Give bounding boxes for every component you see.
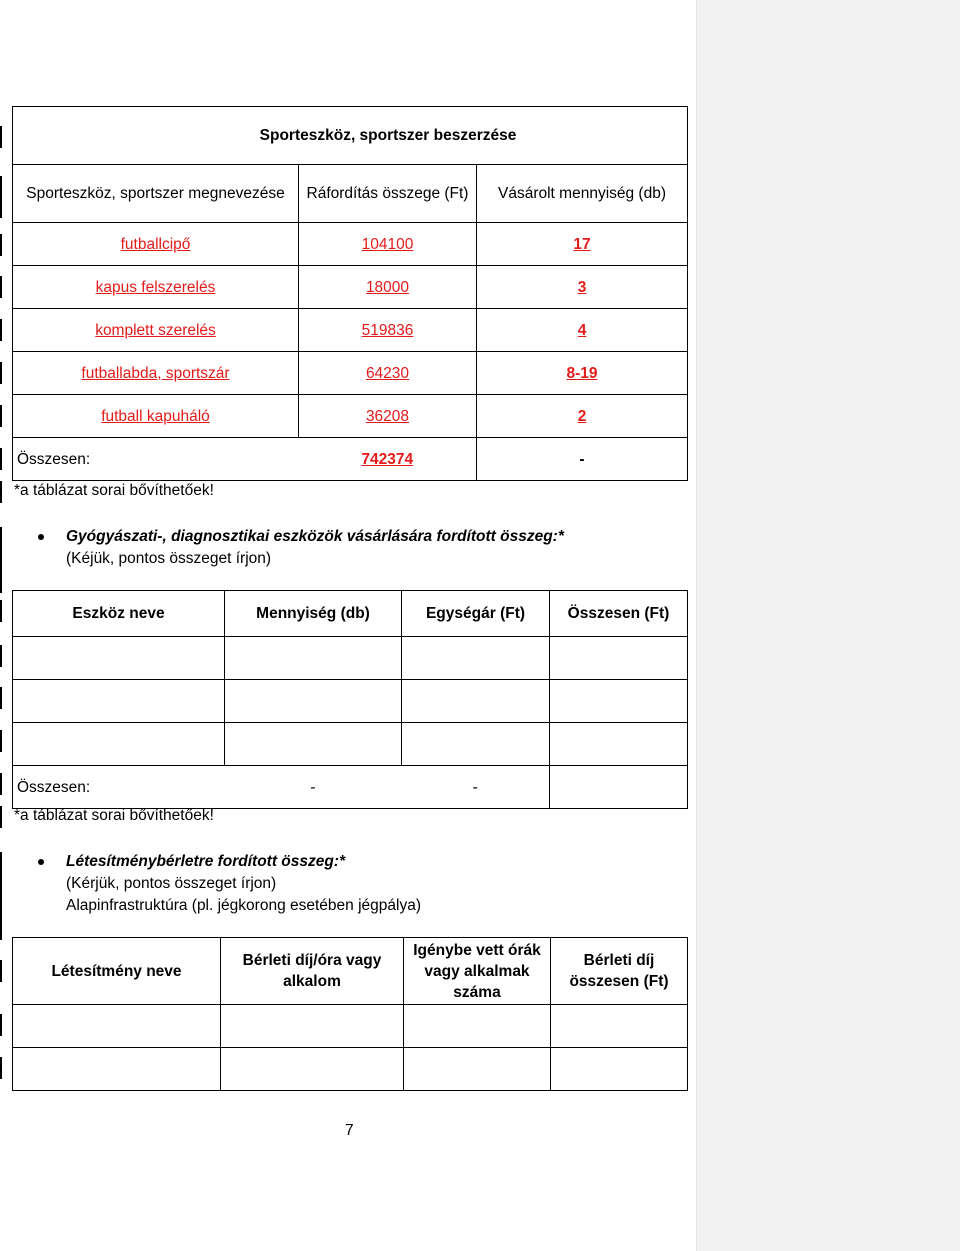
- total-sum[interactable]: [550, 766, 688, 809]
- total-amount: 742374: [299, 438, 477, 481]
- item-amount: 64230: [299, 352, 477, 395]
- item-amount: 519836: [299, 309, 477, 352]
- item-amount: 104100: [299, 223, 477, 266]
- total-quantity: -: [477, 438, 688, 481]
- item-name: futball kapuháló: [13, 395, 299, 438]
- total-label: Összesen:: [13, 438, 299, 481]
- empty-cell[interactable]: [402, 637, 550, 680]
- comment-margin-panel: [696, 0, 960, 1251]
- empty-cell[interactable]: [221, 1048, 404, 1091]
- item-name: komplett szerelés: [13, 309, 299, 352]
- table-title: Sporteszköz, sportszer beszerzése: [13, 107, 688, 165]
- facility-rental-section: [66, 851, 421, 917]
- page-number: 7: [345, 1122, 354, 1139]
- item-amount: 36208: [299, 395, 477, 438]
- column-header: Sporteszköz, sportszer megnevezése: [13, 165, 299, 223]
- empty-cell[interactable]: [402, 680, 550, 723]
- empty-cell[interactable]: [13, 680, 225, 723]
- table-row: [13, 266, 688, 309]
- empty-cell[interactable]: [13, 1048, 221, 1091]
- column-header: Egységár (Ft): [402, 591, 550, 637]
- empty-cell[interactable]: [550, 723, 688, 766]
- table-row: [13, 723, 688, 766]
- section-heading: Gyógyászati-, diagnosztikai eszközök vásárlására fordított összeg:*: [66, 528, 564, 545]
- table-row: [13, 637, 688, 680]
- total-row: [13, 438, 688, 481]
- column-header: Mennyiség (db): [225, 591, 402, 637]
- section-subtext: (Kérjük, pontos összeget írjon): [66, 875, 277, 892]
- table-row: [13, 223, 688, 266]
- empty-cell[interactable]: [551, 1005, 688, 1048]
- item-amount: 18000: [299, 266, 477, 309]
- column-header: Eszköz neve: [13, 591, 225, 637]
- table-row: [13, 352, 688, 395]
- facility-rental-table: [12, 937, 688, 1091]
- column-header: Összesen (Ft): [550, 591, 688, 637]
- empty-cell[interactable]: [404, 1005, 551, 1048]
- column-header: Ráfordítás összege (Ft): [299, 165, 477, 223]
- empty-cell[interactable]: [551, 1048, 688, 1091]
- item-name: kapus felszerelés: [13, 266, 299, 309]
- item-quantity: 3: [477, 266, 688, 309]
- sports-equipment-table: [12, 106, 688, 481]
- empty-cell[interactable]: [404, 1048, 551, 1091]
- column-header: Létesítmény neve: [13, 938, 221, 1005]
- empty-cell[interactable]: [225, 723, 402, 766]
- medical-devices-section: [66, 526, 564, 570]
- empty-cell[interactable]: [13, 723, 225, 766]
- item-quantity: 8-19: [477, 352, 688, 395]
- table-row: [13, 1048, 688, 1091]
- table-row: [13, 309, 688, 352]
- column-header: Bérleti díj/óra vagy alkalom: [221, 938, 404, 1005]
- table-extendable-note: *a táblázat sorai bővíthetőek!: [14, 482, 214, 499]
- column-header: Igénybe vett órák vagy alkalmak száma: [404, 938, 551, 1005]
- table-row: [13, 680, 688, 723]
- empty-cell[interactable]: [550, 680, 688, 723]
- item-quantity: 2: [477, 395, 688, 438]
- empty-cell[interactable]: [402, 723, 550, 766]
- empty-cell[interactable]: [225, 637, 402, 680]
- total-unit-price: -: [402, 766, 550, 809]
- total-row: [13, 766, 688, 809]
- total-label: Összesen:: [13, 766, 225, 809]
- empty-cell[interactable]: [13, 1005, 221, 1048]
- empty-cell[interactable]: [13, 637, 225, 680]
- table-row: [13, 395, 688, 438]
- item-quantity: 4: [477, 309, 688, 352]
- empty-cell[interactable]: [225, 680, 402, 723]
- empty-cell[interactable]: [221, 1005, 404, 1048]
- section-subtext-2: Alapinfrastruktúra (pl. jégkorong esetében jégpálya): [66, 897, 421, 914]
- item-quantity: 17: [477, 223, 688, 266]
- column-header: Vásárolt mennyiség (db): [477, 165, 688, 223]
- empty-cell[interactable]: [550, 637, 688, 680]
- section-subtext: (Kéjük, pontos összeget írjon): [66, 550, 272, 567]
- item-name: futballcipő: [13, 223, 299, 266]
- total-quantity: -: [225, 766, 402, 809]
- column-header: Bérleti díj összesen (Ft): [551, 938, 688, 1005]
- medical-devices-table: [12, 590, 688, 809]
- table-row: [13, 1005, 688, 1048]
- table-extendable-note: *a táblázat sorai bővíthetőek!: [14, 807, 214, 824]
- section-heading: Létesítménybérletre fordított összeg:*: [66, 853, 346, 870]
- item-name: futballabda, sportszár: [13, 352, 299, 395]
